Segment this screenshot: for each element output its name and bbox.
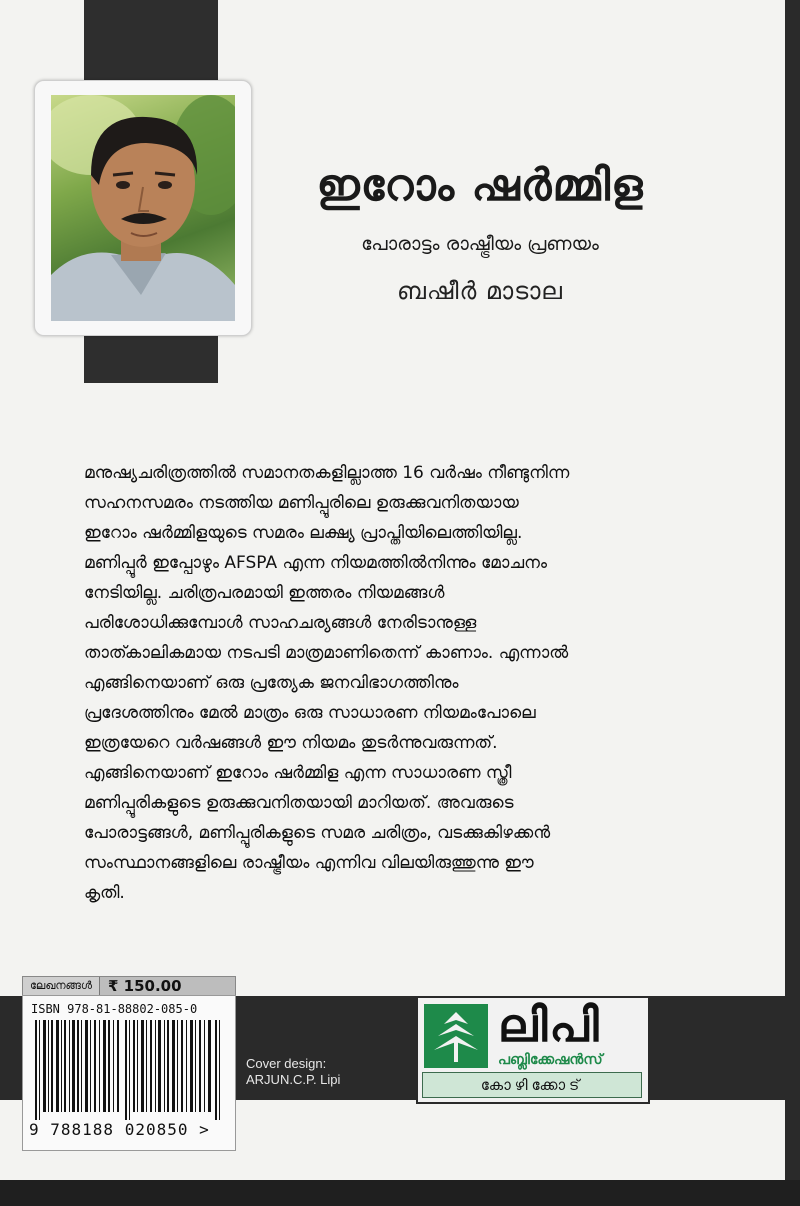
author-photo [51, 95, 235, 321]
blurb-line: പോരാട്ടങ്ങൾ, മണിപ്പൂരികളുടെ സമര ചരിത്രം, വടക്കുകിഴക്കൻ [84, 823, 551, 843]
blurb-line: സഹനസമരം നടത്തിയ മണിപ്പൂരിലെ ഉരുക്കുവനിതയായ [84, 493, 519, 513]
page-edge-bottom [0, 1180, 800, 1206]
author-portrait-illustration [51, 95, 235, 321]
blurb-line: എങ്ങിനെയാണ് ഇറോം ഷർമ്മിള എന്ന സാധാരണ സ്ത്രീ [84, 763, 512, 783]
blurb-line: താത്കാലികമായ നടപടി മാത്രമാണിതെന്ന് കാണാം. എന്നാൽ [84, 643, 569, 663]
blurb-line: നേടിയില്ല. ചരിത്രപരമായി ഇത്തരം നിയമങ്ങൾ [84, 583, 445, 603]
author-photo-frame [34, 80, 252, 336]
blurb-line: സംസ്ഥാനങ്ങളിലെ രാഷ്ട്രീയം എന്നിവ വിലയിരുത്തുന്നു ഈ [84, 853, 534, 873]
isbn-barcode-box [22, 995, 236, 1151]
book-title: ഇറോം ഷർമ്മിള [316, 160, 644, 211]
cover-designer-name: ARJUN.C.P. Lipi [246, 1072, 341, 1087]
blurb-line: ഇത്രയേറെ വർഷങ്ങൾ ഈ നിയമം തുടർന്നുവരുന്നത്. [84, 733, 498, 753]
barcode-digits: 9 788188 020850 > [29, 1120, 210, 1139]
blurb-line: മണിപ്പൂർ ഇപ്പോഴും AFSPA എന്ന നിയമത്തിൽനിന്നും മോചനം [84, 553, 547, 573]
price-value: ₹ 150.00 [108, 977, 182, 995]
decorative-bar-middle [84, 328, 218, 383]
price-tag [22, 976, 236, 996]
book-subtitle: പോരാട്ടം രാഷ്ട്രീയം പ്രണയം [361, 233, 599, 255]
publisher-subtitle: പബ്ലിക്കേഷൻസ് [498, 1052, 603, 1068]
page-edge-right [785, 0, 800, 1206]
blurb-line: മണിപ്പൂരികളുടെ ഉരുക്കുവനിതയായി മാറിയത്. അവരുടെ [84, 793, 514, 813]
publisher-name: ലിപി [498, 998, 601, 1052]
blurb-line: കൃതി. [84, 883, 125, 903]
blurb-line: മനുഷ്യചരിത്രത്തിൽ സമാനതകളില്ലാത്ത 16 വർഷം നീണ്ടുനിന്ന [84, 463, 570, 483]
barcode-icon [33, 1020, 223, 1120]
book-blurb [84, 458, 724, 908]
price-category-label: ലേഖനങ്ങൾ [23, 977, 100, 995]
cover-design-label: Cover design: [246, 1056, 327, 1071]
blurb-line: ഇറോം ഷർമ്മിളയുടെ സമരം ലക്ഷ്യ പ്രാപ്തിയിലെത്തിയില്ല. [84, 523, 523, 543]
cover-design-credit [246, 1056, 340, 1088]
decorative-bar-top [84, 0, 218, 84]
blurb-line: പ്രദേശത്തിനും മേൽ മാത്രം ഒരു സാധാരണ നിയമംപോലെ [84, 703, 536, 723]
publisher-logo [416, 996, 650, 1104]
blurb-line: പരിശോധിക്കുമ്പോൾ സാഹചര്യങ്ങൾ നേരിടാനുള്ള [84, 613, 477, 633]
blurb-line: എങ്ങിനെയാണ് ഒരു പ്രത്യേക ജനവിഭാഗത്തിനും [84, 673, 459, 693]
book-author: ബഷീർ മാടാല [397, 277, 563, 305]
publisher-city: കോഴിക്കോട് [422, 1072, 642, 1098]
isbn-text: ISBN 978-81-88802-085-0 [31, 1002, 198, 1016]
leaf-logo-icon [424, 1004, 488, 1068]
